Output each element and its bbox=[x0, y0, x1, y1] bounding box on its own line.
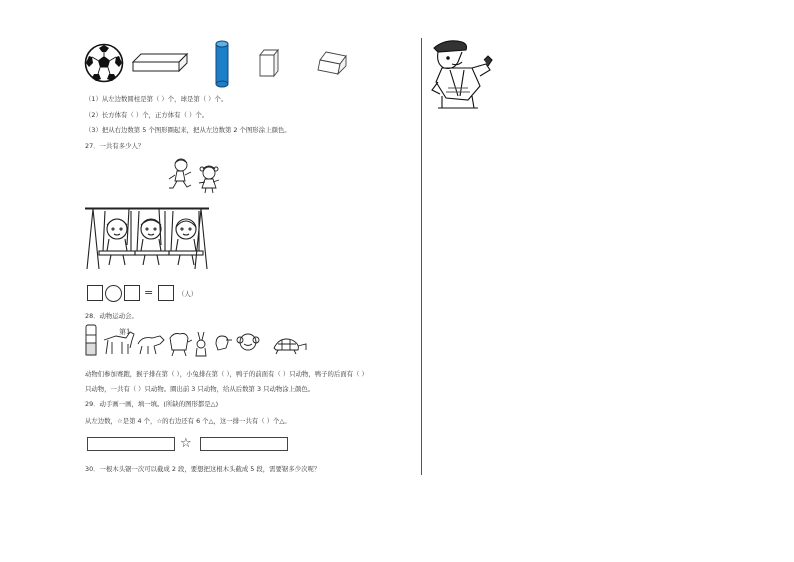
q28-line2: 只动物，一共有（ ）只动物。圈出前 3 只动物，给从后数第 3 只动物涂上颜色。 bbox=[85, 385, 315, 393]
q27-title: 27．一共有多少人？ bbox=[85, 142, 145, 150]
animals-row-illustration bbox=[100, 326, 310, 358]
drawing-field-right[interactable] bbox=[200, 437, 288, 451]
q26-line2: （2）长方体有（ ）个，正方体有（ ）个。 bbox=[85, 111, 209, 119]
cartoon-officer-illustration bbox=[428, 38, 494, 110]
q30-title: 30．一根木头锯一次可以截成 2 段，要想把这根木头截成 5 段，需要锯多少次呢？ bbox=[85, 465, 321, 473]
first-place-label: 第1 bbox=[119, 328, 131, 336]
q26-line1: （1）从左边数圆柱是第（ ）个，球是第（ ）个。 bbox=[85, 95, 228, 103]
children-running-illustration bbox=[165, 157, 227, 195]
q26-line3: （3）把从右边数第 5 个图形圈起来，把从左边数第 2 个图形涂上颜色。 bbox=[85, 126, 291, 134]
cuboid-flat-icon bbox=[131, 52, 189, 74]
operator-circle[interactable] bbox=[105, 285, 122, 302]
soccer-ball-icon bbox=[84, 43, 124, 83]
equals-sign: = bbox=[144, 286, 154, 299]
q28-line1: 动物们参加赛跑，猴子排在第（ ），小兔排在第（ ），鸭子的前面有（ ）只动物，鸭子的后面有（ ） bbox=[85, 370, 368, 378]
q29-line1: 从左边数，☆是第 4 个，☆的右边还有 6 个△，这一排一共有（ ）个△。 bbox=[85, 417, 291, 425]
star-icon: ☆ bbox=[180, 436, 192, 451]
children-on-swings-illustration bbox=[83, 203, 211, 271]
finish-flag-icon bbox=[84, 323, 98, 357]
q28-title: 28．动物运动会。 bbox=[85, 312, 138, 320]
answer-box-2[interactable] bbox=[124, 285, 140, 301]
answer-box-result[interactable] bbox=[158, 285, 174, 301]
tall-cuboid-icon bbox=[258, 48, 282, 78]
cylinder-icon bbox=[214, 40, 230, 88]
unit-people: （人） bbox=[178, 290, 198, 298]
cube-icon bbox=[316, 50, 350, 76]
q29-title: 29．动手画一画，填一填。(所缺的图形都是△) bbox=[85, 400, 219, 408]
drawing-field-left[interactable] bbox=[87, 437, 175, 451]
column-divider bbox=[421, 38, 422, 475]
answer-box-1[interactable] bbox=[87, 285, 103, 301]
